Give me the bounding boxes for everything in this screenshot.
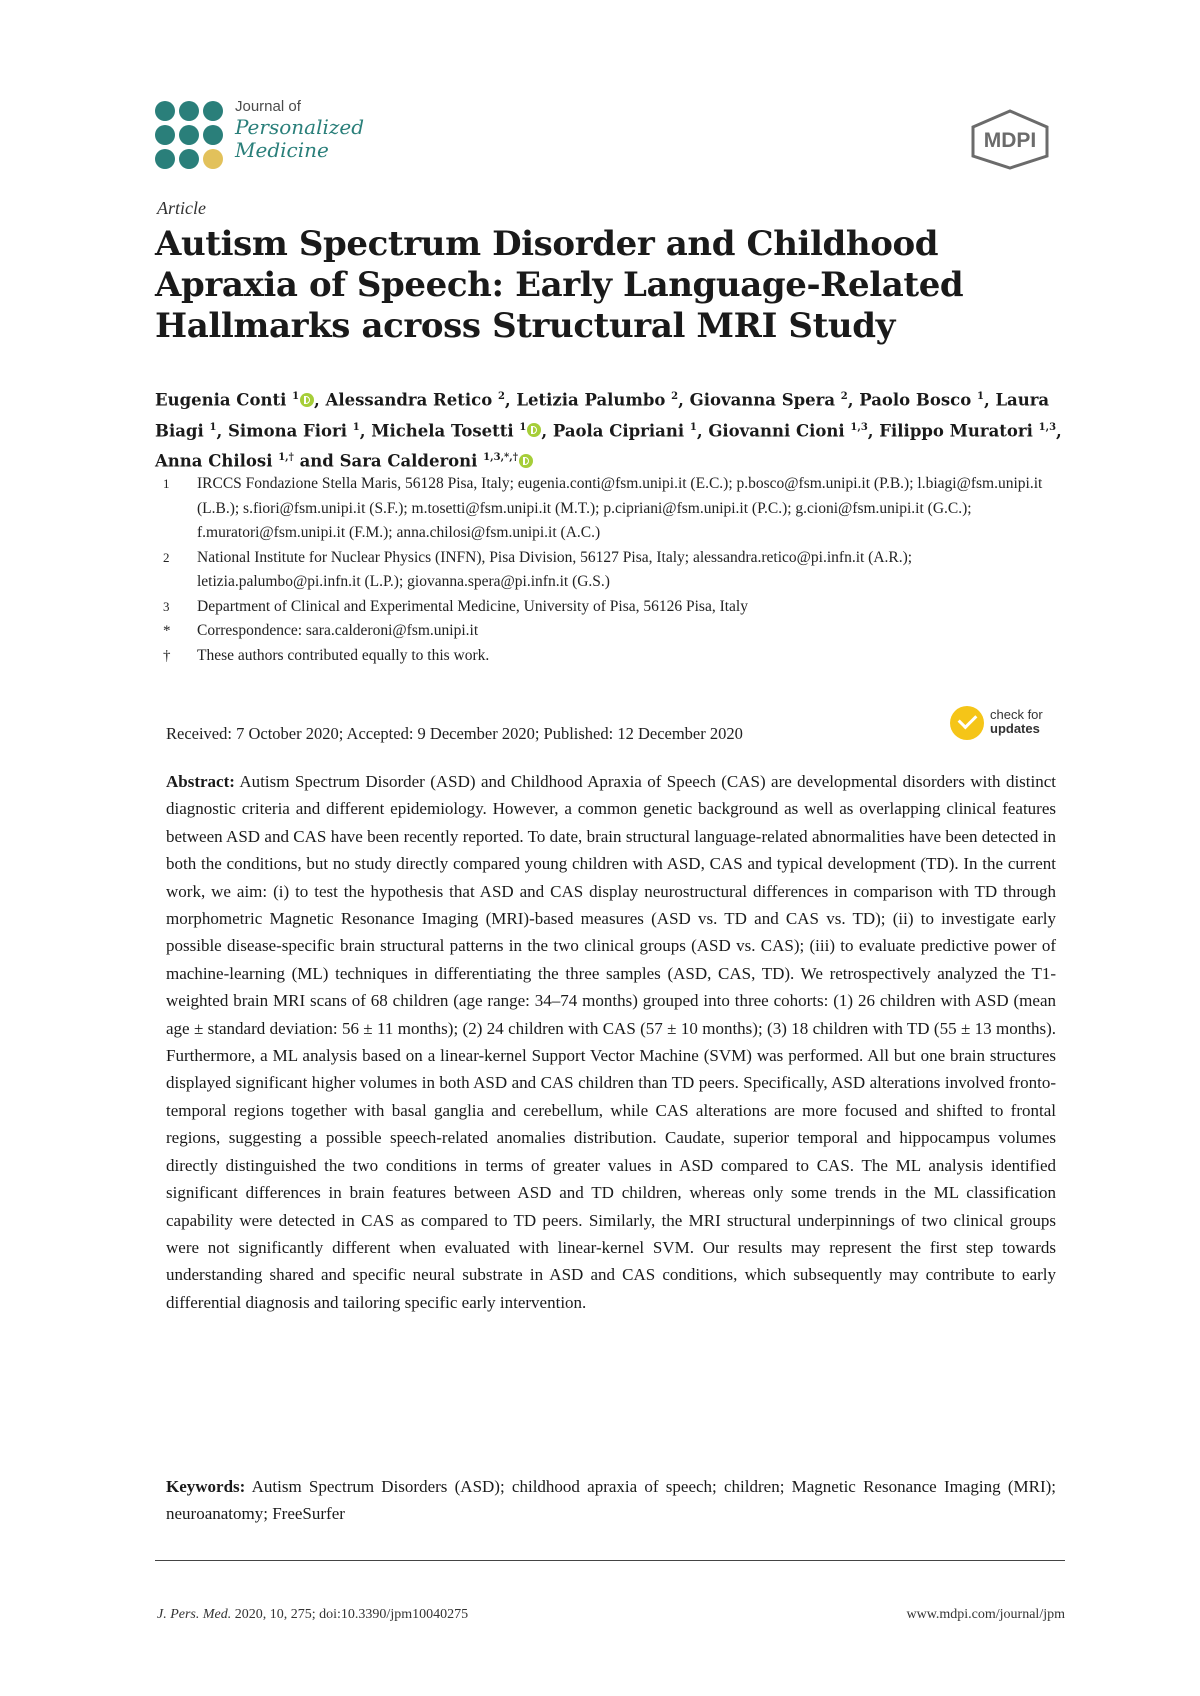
orcid-icon[interactable]: [519, 454, 533, 468]
footer-divider: [155, 1560, 1065, 1561]
journal-name-line2: Personalized: [235, 115, 365, 139]
author-affiliation-sup: 1,3,*,†: [483, 452, 518, 463]
author-name[interactable]: Letizia Palumbo: [516, 390, 672, 410]
affiliation-text: Correspondence: sara.calderoni@fsm.unipi.it: [197, 622, 479, 639]
paper-title: Autism Spectrum Disorder and Childhood Apraxia of Speech: Early Language-Related Hallmarks across Structural MRI Study: [155, 224, 964, 346]
check-icon: [950, 706, 984, 740]
keywords-text: Autism Spectrum Disorders (ASD); childhood apraxia of speech; children; Magnetic Resonance Imaging (MRI); neuroanatomy; FreeSurfer: [166, 1477, 1056, 1524]
affiliation-mark: 2: [163, 549, 170, 565]
affiliation-item: [163, 619, 1073, 644]
author-name[interactable]: Giovanni Cioni: [708, 421, 851, 440]
author-name[interactable]: Laura Biagi: [155, 390, 1050, 440]
author-affiliation-sup: 1: [519, 421, 527, 433]
journal-url[interactable]: www.mdpi.com/journal/jpm: [906, 1607, 1065, 1622]
author-name[interactable]: Sara Calderoni: [339, 451, 484, 471]
author-affiliation-sup: 1: [209, 421, 217, 433]
check-updates-line1: check for: [990, 707, 1043, 722]
journal-name: [235, 99, 364, 160]
affiliation-item: [163, 644, 1073, 669]
author-affiliation-sup: 1: [976, 391, 984, 402]
author-affiliation-sup: 1,†: [278, 452, 294, 463]
affiliation-item: [163, 546, 1073, 595]
author-list: Eugenia Conti $^1$ , Alessandra Retico $^2$, Letizia Palumbo $^2$, Giovanna Spera $^2$, Paolo Bosco $^1$, Laura Biagi $^1$, Simona Fiori $^1$, Michela Tosetti $^1$ , Paola Cipriani $^1$, Giovanni Cioni $^{1,3}$, Filippo Muratori $^{1,3}$, Anna Chilosi $^{1,\dagger}$ and Sara Calderoni $^{1,3,*,\dagger}$: [155, 390, 1062, 471]
affiliation-mark: †: [163, 647, 171, 664]
author-affiliation-sup: 2: [497, 391, 505, 402]
abstract-text: Autism Spectrum Disorder (ASD) and Childhood Apraxia of Speech (CAS) are developmental disorders with distinct diagnostic criteria and different epidemiology. However, a common genetic background as well as overlapping clinical features between ASD and CAS have been recently reported. To date, brain structural language-related abnormalities have been detected in both the conditions, but no study directly compared young children with ASD, CAS and typical development (TD). In the current work, we aim: (i) to test the hypothesis that ASD and CAS display neurostructural differences in comparison with TD through morphometric Magnetic Resonance Imaging (MRI)-based measures (ASD vs. TD and CAS vs. TD); (ii) to investigate early possible disease-specific brain structural patterns in the two clinical groups (ASD vs. CAS); (iii) to evaluate predictive power of machine-learning (ML) techniques in differentiating the three samples (ASD, CAS, TD). We retrospectively analyzed the T1-weighted brain MRI scans of 68 children (age range: 34–74 months) grouped into three cohorts: (1) 26 children with ASD (mean age ± standard deviation: 56 ± 11 months); (2) 24 children with CAS (57 ± 10 months); (3) 18 children with TD (55 ± 13 months). Furthermore, a ML analysis based on a linear-kernel Support Vector Machine (SVM) was performed. All but one brain structures displayed significant higher volumes in both ASD and CAS children than TD peers. Specifically, ASD alterations involved fronto-temporal regions together with basal ganglia and cerebellum, while CAS alterations are more focused and shifted to frontal regions, suggesting a possible speech-related anomalies distribution. Caudate, superior temporal and hippocampus volumes directly distinguished the two conditions in terms of greater values in ASD compared to CAS. The ML analysis identified significant differences in brain features between ASD and TD children, whereas only some trends in the ML classification capability were detected in CAS as compared to TD peers. Similarly, the MRI structural underpinnings of two clinical groups were not significantly different when evaluated with linear-kernel SVM. Our results may represent the first step towards understanding shared and specific neural substrate in ASD and CAS conditions, which subsequently may contribute to early differential diagnosis and tailoring specific early intervention.: [166, 772, 1056, 1312]
author-name[interactable]: Paola Cipriani: [552, 421, 690, 440]
journal-name-line1: Journal of: [235, 98, 301, 115]
author-name[interactable]: Giovanna Spera: [689, 390, 841, 410]
author-name[interactable]: Simona Fiori: [227, 421, 353, 440]
citation-text: 2020, 10, 275; doi:10.3390/jpm10040275: [234, 1607, 469, 1622]
journal-logo-grid: [155, 101, 227, 169]
article-type: Article: [157, 198, 206, 218]
abstract-label: Abstract:: [166, 772, 235, 791]
author-name[interactable]: Filippo Muratori: [879, 421, 1039, 440]
affiliation-item: [163, 472, 1073, 546]
affiliation-mark: 3: [163, 598, 170, 614]
affiliation-item: [163, 595, 1073, 620]
check-for-updates-badge[interactable]: [950, 706, 1065, 746]
mdpi-logo-text: MDPI: [983, 129, 1037, 152]
keywords: [166, 1473, 1056, 1528]
author-affiliation-sup: 1: [292, 391, 300, 402]
author-name[interactable]: Eugenia Conti: [155, 390, 293, 410]
mdpi-logo: [965, 108, 1055, 170]
affiliations: [163, 472, 1073, 668]
affiliation-text: Department of Clinical and Experimental Medicine, University of Pisa, 56126 Pisa, Italy: [197, 597, 748, 615]
orcid-icon[interactable]: [527, 423, 541, 437]
author-name[interactable]: Paolo Bosco: [859, 390, 977, 410]
affiliation-text: National Institute for Nuclear Physics (INFN), Pisa Division, 56127 Pisa, Italy; alessandra.retico@pi.infn.it (A.R.); letizia.palumbo@pi.infn.it (L.P.); giovanna.spera@pi.infn.it (G.S.): [197, 548, 913, 590]
journal-abbrev: J. Pers. Med.: [157, 1607, 232, 1622]
author-affiliation-sup: 2: [840, 391, 848, 402]
author-affiliation-sup: 1,3: [1038, 421, 1057, 433]
check-updates-line2: updates: [990, 721, 1040, 736]
keywords-label: Keywords:: [166, 1477, 246, 1496]
abstract: [166, 768, 1056, 1316]
publication-dates: Received: 7 October 2020; Accepted: 9 December 2020; Published: 12 December 2020: [166, 724, 743, 743]
author-name[interactable]: Michela Tosetti: [371, 421, 520, 440]
author-name[interactable]: Anna Chilosi: [155, 451, 279, 471]
affiliation-text: IRCCS Fondazione Stella Maris, 56128 Pisa, Italy; eugenia.conti@fsm.unipi.it (E.C.); p.bosco@fsm.unipi.it (P.B.); l.biagi@fsm.unipi.it (L.B.); s.fiori@fsm.unipi.it (S.F.); m.tosetti@fsm.unipi.it (M.T.); p.cipriani@fsm.unipi.it (P.C.); g.cioni@fsm.unipi.it (G.C.); f.muratori@fsm.unipi.it (F.M.); anna.chilosi@fsm.unipi.it (A.C.): [197, 475, 1043, 541]
author-affiliation-sup: 1: [689, 421, 697, 433]
orcid-icon[interactable]: [300, 393, 314, 407]
footer-citation: [157, 1607, 468, 1623]
author-affiliation-sup: 1: [352, 421, 360, 433]
affiliation-mark: 1: [163, 476, 170, 491]
author-affiliation-sup: 2: [671, 391, 679, 402]
author-affiliation-sup: 1,3: [850, 421, 868, 433]
author-name[interactable]: Alessandra Retico: [325, 390, 498, 410]
affiliation-text: These authors contributed equally to this work.: [197, 646, 490, 664]
affiliation-mark: *: [163, 623, 171, 639]
journal-name-line3: Medicine: [235, 138, 329, 162]
